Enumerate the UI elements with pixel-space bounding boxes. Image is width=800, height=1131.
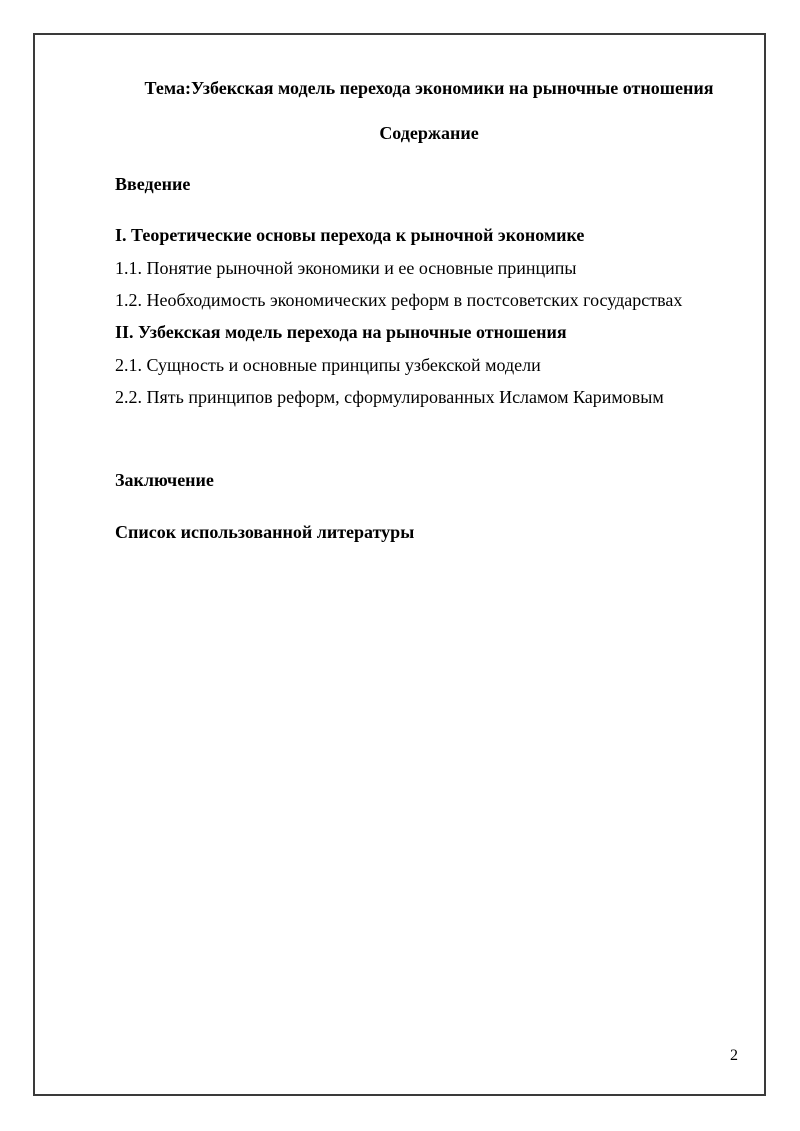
contents-heading: Содержание (379, 123, 479, 143)
toc-section-1-1: 1.1. Понятие рыночной экономики и ее основные принципы (115, 258, 577, 278)
toc-chapter-2: II. Узбекская модель перехода на рыночные отношения (115, 322, 567, 342)
page-number: 2 (730, 1047, 738, 1064)
document-title: Тема:Узбекская модель перехода экономики на рыночные отношения (144, 78, 714, 98)
toc-conclusion: Заключение (115, 470, 214, 490)
toc-chapter-1: I. Теоретические основы перехода к рыночной экономике (115, 225, 585, 245)
toc-bibliography: Список использованной литературы (115, 522, 415, 542)
toc-section-2-2: 2.2. Пять принципов реформ, сформулированных Исламом Каримовым (115, 387, 664, 407)
toc-section-2-1: 2.1. Сущность и основные принципы узбекской модели (115, 355, 541, 375)
toc-introduction: Введение (115, 174, 191, 194)
toc-section-1-2: 1.2. Необходимость экономических реформ в постсоветских государствах (115, 290, 683, 310)
